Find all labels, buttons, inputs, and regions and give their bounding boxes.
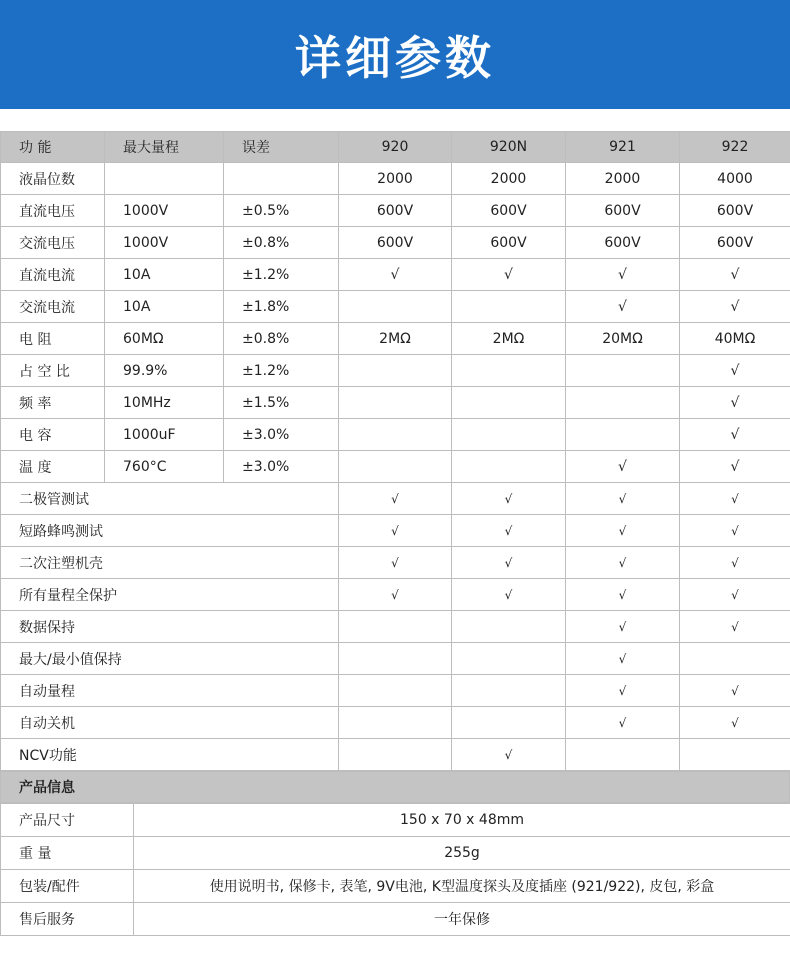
header-model-920n: 920N bbox=[452, 132, 566, 163]
table-row bbox=[1, 707, 790, 739]
value-cell-m921 bbox=[566, 387, 680, 419]
row-label: 液晶位数 bbox=[1, 163, 105, 195]
table-row bbox=[1, 419, 790, 451]
info-label: 产品尺寸 bbox=[1, 804, 134, 837]
info-row bbox=[1, 837, 790, 870]
info-label: 包装/配件 bbox=[1, 870, 134, 903]
header-model-922: 922 bbox=[680, 132, 790, 163]
value-cell-m920: 2000 bbox=[339, 163, 452, 195]
table-row bbox=[1, 227, 790, 259]
check-cell-m921 bbox=[566, 739, 680, 771]
check-cell-m921: √ bbox=[566, 579, 680, 611]
check-cell-m921: √ bbox=[566, 483, 680, 515]
check-cell-m920n: √ bbox=[452, 483, 566, 515]
table-header-row bbox=[1, 132, 790, 163]
value-cell-m921 bbox=[566, 355, 680, 387]
value-cell-m920n bbox=[452, 387, 566, 419]
max-range-cell: 10A bbox=[105, 259, 224, 291]
max-range-cell: 10A bbox=[105, 291, 224, 323]
check-cell-m920n: √ bbox=[452, 579, 566, 611]
check-cell-m920 bbox=[339, 611, 452, 643]
value-cell-m921: 2000 bbox=[566, 163, 680, 195]
page-title: 详细参数 bbox=[0, 0, 790, 109]
check-cell-m920n bbox=[452, 643, 566, 675]
check-cell-m922: √ bbox=[680, 675, 790, 707]
check-cell-m920: √ bbox=[339, 515, 452, 547]
header-model-920: 920 bbox=[339, 132, 452, 163]
feature-label: 短路蜂鸣测试 bbox=[1, 515, 339, 547]
error-cell: ±0.8% bbox=[224, 227, 339, 259]
value-cell-m920n: 600V bbox=[452, 195, 566, 227]
check-cell-m920: √ bbox=[339, 547, 452, 579]
check-cell-m920: √ bbox=[339, 483, 452, 515]
value-cell-m920 bbox=[339, 291, 452, 323]
row-label: 占 空 比 bbox=[1, 355, 105, 387]
table-row bbox=[1, 515, 790, 547]
spec-table bbox=[0, 131, 790, 771]
value-cell-m921: 600V bbox=[566, 195, 680, 227]
header-error: 误差 bbox=[224, 132, 339, 163]
row-label: 交流电压 bbox=[1, 227, 105, 259]
value-cell-m920: √ bbox=[339, 259, 452, 291]
info-row bbox=[1, 804, 790, 837]
value-cell-m920n bbox=[452, 355, 566, 387]
value-cell-m921: √ bbox=[566, 259, 680, 291]
value-cell-m920n: 600V bbox=[452, 227, 566, 259]
product-info-title: 产品信息 bbox=[1, 772, 790, 803]
table-row bbox=[1, 323, 790, 355]
error-cell: ±1.8% bbox=[224, 291, 339, 323]
check-cell-m920n: √ bbox=[452, 547, 566, 579]
check-cell-m920n bbox=[452, 707, 566, 739]
row-label: 温 度 bbox=[1, 451, 105, 483]
info-value: 一年保修 bbox=[134, 903, 790, 936]
value-cell-m921: 600V bbox=[566, 227, 680, 259]
table-row bbox=[1, 387, 790, 419]
feature-label: NCV功能 bbox=[1, 739, 339, 771]
value-cell-m920n: 2000 bbox=[452, 163, 566, 195]
feature-label: 二次注塑机壳 bbox=[1, 547, 339, 579]
value-cell-m920 bbox=[339, 387, 452, 419]
feature-label: 自动关机 bbox=[1, 707, 339, 739]
table-row bbox=[1, 451, 790, 483]
product-info-section-header bbox=[1, 772, 790, 803]
row-label: 交流电流 bbox=[1, 291, 105, 323]
error-cell: ±1.5% bbox=[224, 387, 339, 419]
check-cell-m921: √ bbox=[566, 547, 680, 579]
feature-label: 所有量程全保护 bbox=[1, 579, 339, 611]
check-cell-m921: √ bbox=[566, 515, 680, 547]
info-label: 售后服务 bbox=[1, 903, 134, 936]
value-cell-m920: 2MΩ bbox=[339, 323, 452, 355]
value-cell-m922: √ bbox=[680, 451, 790, 483]
value-cell-m920n bbox=[452, 291, 566, 323]
check-cell-m920n bbox=[452, 675, 566, 707]
value-cell-m922: 4000 bbox=[680, 163, 790, 195]
value-cell-m921: 20MΩ bbox=[566, 323, 680, 355]
max-range-cell: 60MΩ bbox=[105, 323, 224, 355]
table-row bbox=[1, 163, 790, 195]
header-max-range: 最大量程 bbox=[105, 132, 224, 163]
value-cell-m922: √ bbox=[680, 355, 790, 387]
max-range-cell: 1000V bbox=[105, 195, 224, 227]
check-cell-m922: √ bbox=[680, 515, 790, 547]
value-cell-m922: √ bbox=[680, 419, 790, 451]
row-label: 直流电压 bbox=[1, 195, 105, 227]
check-cell-m922: √ bbox=[680, 579, 790, 611]
table-row bbox=[1, 195, 790, 227]
value-cell-m920n bbox=[452, 419, 566, 451]
table-row bbox=[1, 355, 790, 387]
check-cell-m920 bbox=[339, 739, 452, 771]
info-value: 使用说明书, 保修卡, 表笔, 9V电池, K型温度探头及度插座 (921/922), 皮包, 彩盒 bbox=[134, 870, 790, 903]
check-cell-m920 bbox=[339, 643, 452, 675]
value-cell-m920: 600V bbox=[339, 195, 452, 227]
error-cell: ±3.0% bbox=[224, 451, 339, 483]
check-cell-m922 bbox=[680, 643, 790, 675]
error-cell: ±0.5% bbox=[224, 195, 339, 227]
value-cell-m921: √ bbox=[566, 451, 680, 483]
error-cell: ±1.2% bbox=[224, 259, 339, 291]
check-cell-m922: √ bbox=[680, 547, 790, 579]
max-range-cell: 1000uF bbox=[105, 419, 224, 451]
max-range-cell: 99.9% bbox=[105, 355, 224, 387]
check-cell-m920: √ bbox=[339, 579, 452, 611]
value-cell-m920 bbox=[339, 451, 452, 483]
check-cell-m922: √ bbox=[680, 483, 790, 515]
row-label: 电 阻 bbox=[1, 323, 105, 355]
row-label: 频 率 bbox=[1, 387, 105, 419]
value-cell-m920 bbox=[339, 419, 452, 451]
error-cell: ±1.2% bbox=[224, 355, 339, 387]
info-label: 重 量 bbox=[1, 837, 134, 870]
info-row bbox=[1, 870, 790, 903]
check-cell-m922 bbox=[680, 739, 790, 771]
value-cell-m920 bbox=[339, 355, 452, 387]
max-range-cell: 10MHz bbox=[105, 387, 224, 419]
value-cell-m920n: √ bbox=[452, 259, 566, 291]
max-range-cell bbox=[105, 163, 224, 195]
table-row bbox=[1, 739, 790, 771]
product-info-table bbox=[0, 803, 790, 936]
check-cell-m922: √ bbox=[680, 611, 790, 643]
value-cell-m922: 600V bbox=[680, 227, 790, 259]
table-row bbox=[1, 259, 790, 291]
table-row bbox=[1, 547, 790, 579]
table-row bbox=[1, 643, 790, 675]
table-row bbox=[1, 675, 790, 707]
max-range-cell: 1000V bbox=[105, 227, 224, 259]
table-row bbox=[1, 291, 790, 323]
info-row bbox=[1, 903, 790, 936]
info-value: 150 x 70 x 48mm bbox=[134, 804, 790, 837]
error-cell: ±3.0% bbox=[224, 419, 339, 451]
check-cell-m921: √ bbox=[566, 707, 680, 739]
header-function: 功 能 bbox=[1, 132, 105, 163]
feature-label: 自动量程 bbox=[1, 675, 339, 707]
check-cell-m920n: √ bbox=[452, 739, 566, 771]
check-cell-m921: √ bbox=[566, 643, 680, 675]
feature-label: 二极管测试 bbox=[1, 483, 339, 515]
check-cell-m921: √ bbox=[566, 611, 680, 643]
value-cell-m922: 40MΩ bbox=[680, 323, 790, 355]
value-cell-m920n: 2MΩ bbox=[452, 323, 566, 355]
feature-label: 最大/最小值保持 bbox=[1, 643, 339, 675]
value-cell-m922: 600V bbox=[680, 195, 790, 227]
header-model-921: 921 bbox=[566, 132, 680, 163]
check-cell-m920 bbox=[339, 675, 452, 707]
value-cell-m922: √ bbox=[680, 291, 790, 323]
check-cell-m920 bbox=[339, 707, 452, 739]
row-label: 直流电流 bbox=[1, 259, 105, 291]
table-row bbox=[1, 483, 790, 515]
row-label: 电 容 bbox=[1, 419, 105, 451]
error-cell bbox=[224, 163, 339, 195]
value-cell-m920n bbox=[452, 451, 566, 483]
product-info-header-table bbox=[0, 771, 790, 803]
check-cell-m922: √ bbox=[680, 707, 790, 739]
spacer bbox=[0, 109, 790, 131]
feature-label: 数据保持 bbox=[1, 611, 339, 643]
value-cell-m922: √ bbox=[680, 259, 790, 291]
table-row bbox=[1, 579, 790, 611]
table-row bbox=[1, 611, 790, 643]
info-value: 255g bbox=[134, 837, 790, 870]
max-range-cell: 760°C bbox=[105, 451, 224, 483]
check-cell-m921: √ bbox=[566, 675, 680, 707]
value-cell-m922: √ bbox=[680, 387, 790, 419]
error-cell: ±0.8% bbox=[224, 323, 339, 355]
check-cell-m920n bbox=[452, 611, 566, 643]
value-cell-m920: 600V bbox=[339, 227, 452, 259]
check-cell-m920n: √ bbox=[452, 515, 566, 547]
value-cell-m921 bbox=[566, 419, 680, 451]
value-cell-m921: √ bbox=[566, 291, 680, 323]
